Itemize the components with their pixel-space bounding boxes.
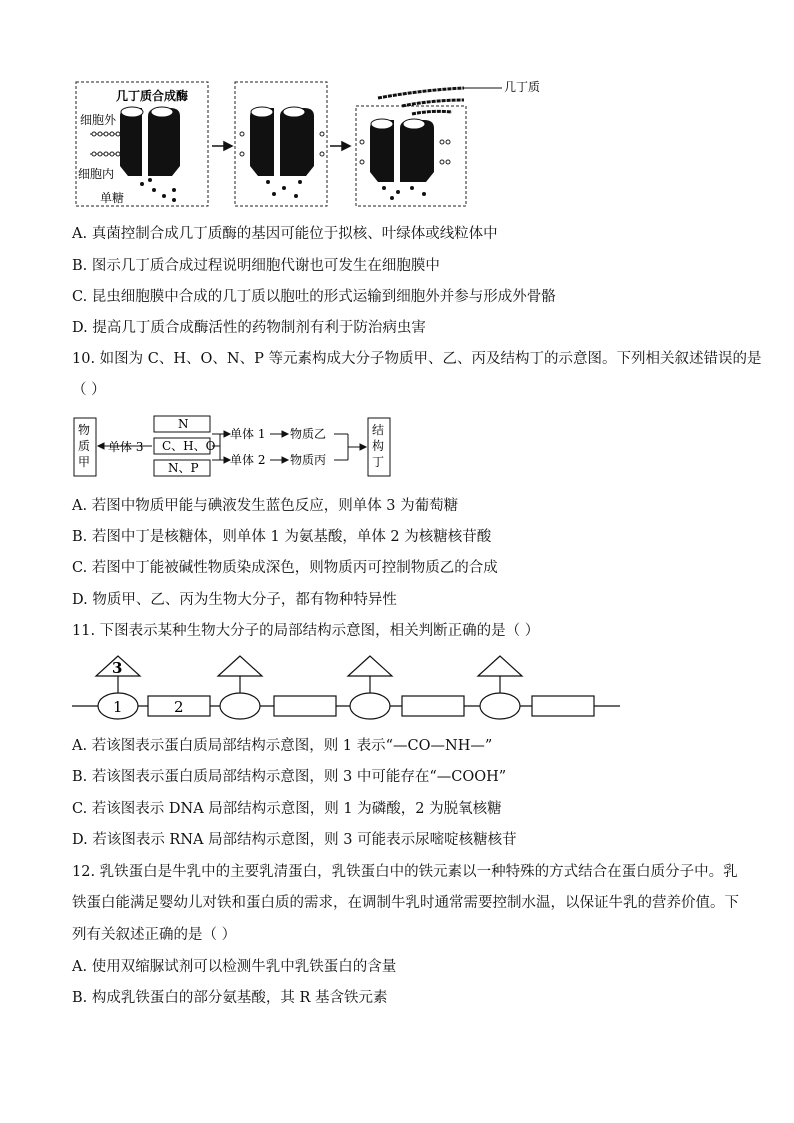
- label-monomer1: 单体 1: [230, 427, 266, 441]
- rect-d: [532, 696, 594, 716]
- jia-char-1: 物: [78, 423, 91, 437]
- q9-option-b: B. 图示几丁质合成过程说明细胞代谢也可发生在细胞膜中: [72, 258, 440, 274]
- jia-char-2: 质: [78, 439, 91, 453]
- q10-diagram: [72, 412, 402, 480]
- enzyme-body-1: [120, 107, 180, 176]
- label-sub-yi: 物质乙: [290, 427, 327, 441]
- membrane-left: [90, 132, 122, 156]
- q9-option-a: A. 真菌控制合成几丁质酶的基因可能位于拟核、叶绿体或线粒体中: [72, 226, 498, 242]
- q12-stem-line3: 列有关叙述正确的是（ ）: [72, 927, 237, 943]
- ding-char-2: 构: [372, 439, 385, 453]
- rect-b: [274, 696, 336, 716]
- triangle-d: [478, 656, 522, 676]
- label-monomer2: 单体 2: [230, 453, 266, 467]
- q10-stem-line1: 10. 如图为 C、H、O、N、P 等元素构成大分子物质甲、乙、丙及结构丁的示意图。下列相关叙述错误的是: [72, 351, 762, 367]
- label-el-cho: C、H、O: [162, 439, 216, 453]
- label-monomer3: 单体 3: [108, 440, 144, 454]
- circle-c: [350, 693, 390, 719]
- label-inside: 细胞内: [78, 167, 115, 181]
- label-2: 2: [174, 698, 184, 716]
- label-sugar: 单糖: [100, 191, 125, 205]
- arrow-1: [212, 142, 232, 150]
- jia-char-3: 甲: [78, 455, 91, 469]
- q10-stem-line2: （ ）: [72, 382, 106, 398]
- q12-option-b: B. 构成乳铁蛋白的部分氨基酸，其 R 基含铁元素: [72, 990, 388, 1006]
- label-3: 3: [112, 659, 123, 677]
- label-chitin: 几丁质: [504, 80, 541, 94]
- panel-1: [78, 88, 188, 205]
- sugar-dots-1: [140, 178, 176, 202]
- triangle-c: [348, 656, 392, 676]
- q9-option-d: D. 提高几丁质合成酶活性的药物制剂有利于防治病虫害: [72, 320, 426, 336]
- panel-3: [360, 79, 540, 200]
- rect-c: [402, 696, 464, 716]
- q11-diagram: [72, 654, 624, 726]
- circle-b: [220, 693, 260, 719]
- sugar-dots-3: [382, 186, 426, 200]
- q10-option-a: A. 若图中物质甲能与碘液发生蓝色反应，则单体 3 为葡萄糖: [72, 498, 459, 514]
- ding-char-3: 丁: [372, 455, 385, 469]
- enzyme-body-2: [250, 107, 314, 176]
- triangle-b: [218, 656, 262, 676]
- q11-option-b: B. 若该图表示蛋白质局部结构示意图，则 3 中可能存在“—COOH”: [72, 769, 507, 785]
- label-1: 1: [113, 698, 123, 716]
- chitin-synthase-figure: [72, 76, 552, 208]
- q11-option-c: C. 若该图表示 DNA 局部结构示意图，则 1 为磷酸，2 为脱氧核糖: [72, 801, 502, 817]
- label-outside: 细胞外: [80, 113, 117, 127]
- label-el-n: N: [178, 417, 189, 431]
- panel-2: [240, 107, 324, 198]
- ding-char-1: 结: [372, 423, 385, 437]
- q11-option-d: D. 若该图表示 RNA 局部结构示意图，则 3 可能表示尿嘧啶核糖核苷: [72, 832, 517, 848]
- enzyme-body-3: [370, 119, 434, 182]
- q11-stem: 11. 下图表示某种生物大分子的局部结构示意图，相关判断正确的是（ ）: [72, 623, 540, 639]
- chitin-chains: [378, 88, 464, 114]
- q12-stem-line1: 12. 乳铁蛋白是牛乳中的主要乳清蛋白，乳铁蛋白中的铁元素以一种特殊的方式结合在蛋白质分子中。乳: [72, 864, 738, 880]
- q10-option-c: C. 若图中丁能被碱性物质染成深色，则物质丙可控制物质乙的合成: [72, 560, 498, 576]
- q10-option-d: D. 物质甲、乙、丙为生物大分子，都有物种特异性: [72, 592, 397, 608]
- q12-option-a: A. 使用双缩脲试剂可以检测牛乳中乳铁蛋白的含量: [72, 959, 397, 975]
- sugar-dots-2: [266, 180, 302, 198]
- q11-option-a: A. 若该图表示蛋白质局部结构示意图，则 1 表示“—CO—NH—”: [72, 738, 493, 754]
- q12-stem-line2: 铁蛋白能满足婴幼儿对铁和蛋白质的需求，在调制牛乳时通常需要控制水温，以保证牛乳的营养价值。下: [72, 895, 739, 911]
- circle-d: [480, 693, 520, 719]
- arrow-2: [330, 142, 350, 150]
- label-sub-bing: 物质丙: [290, 453, 327, 467]
- label-el-np: N、P: [168, 461, 199, 475]
- q9-option-c: C. 昆虫细胞膜中合成的几丁质以胞吐的形式运输到细胞外并参与形成外骨骼: [72, 289, 556, 305]
- q10-option-b: B. 若图中丁是核糖体，则单体 1 为氨基酸，单体 2 为核糖核苷酸: [72, 529, 492, 545]
- label-enzyme: 几丁质合成酶: [116, 89, 189, 103]
